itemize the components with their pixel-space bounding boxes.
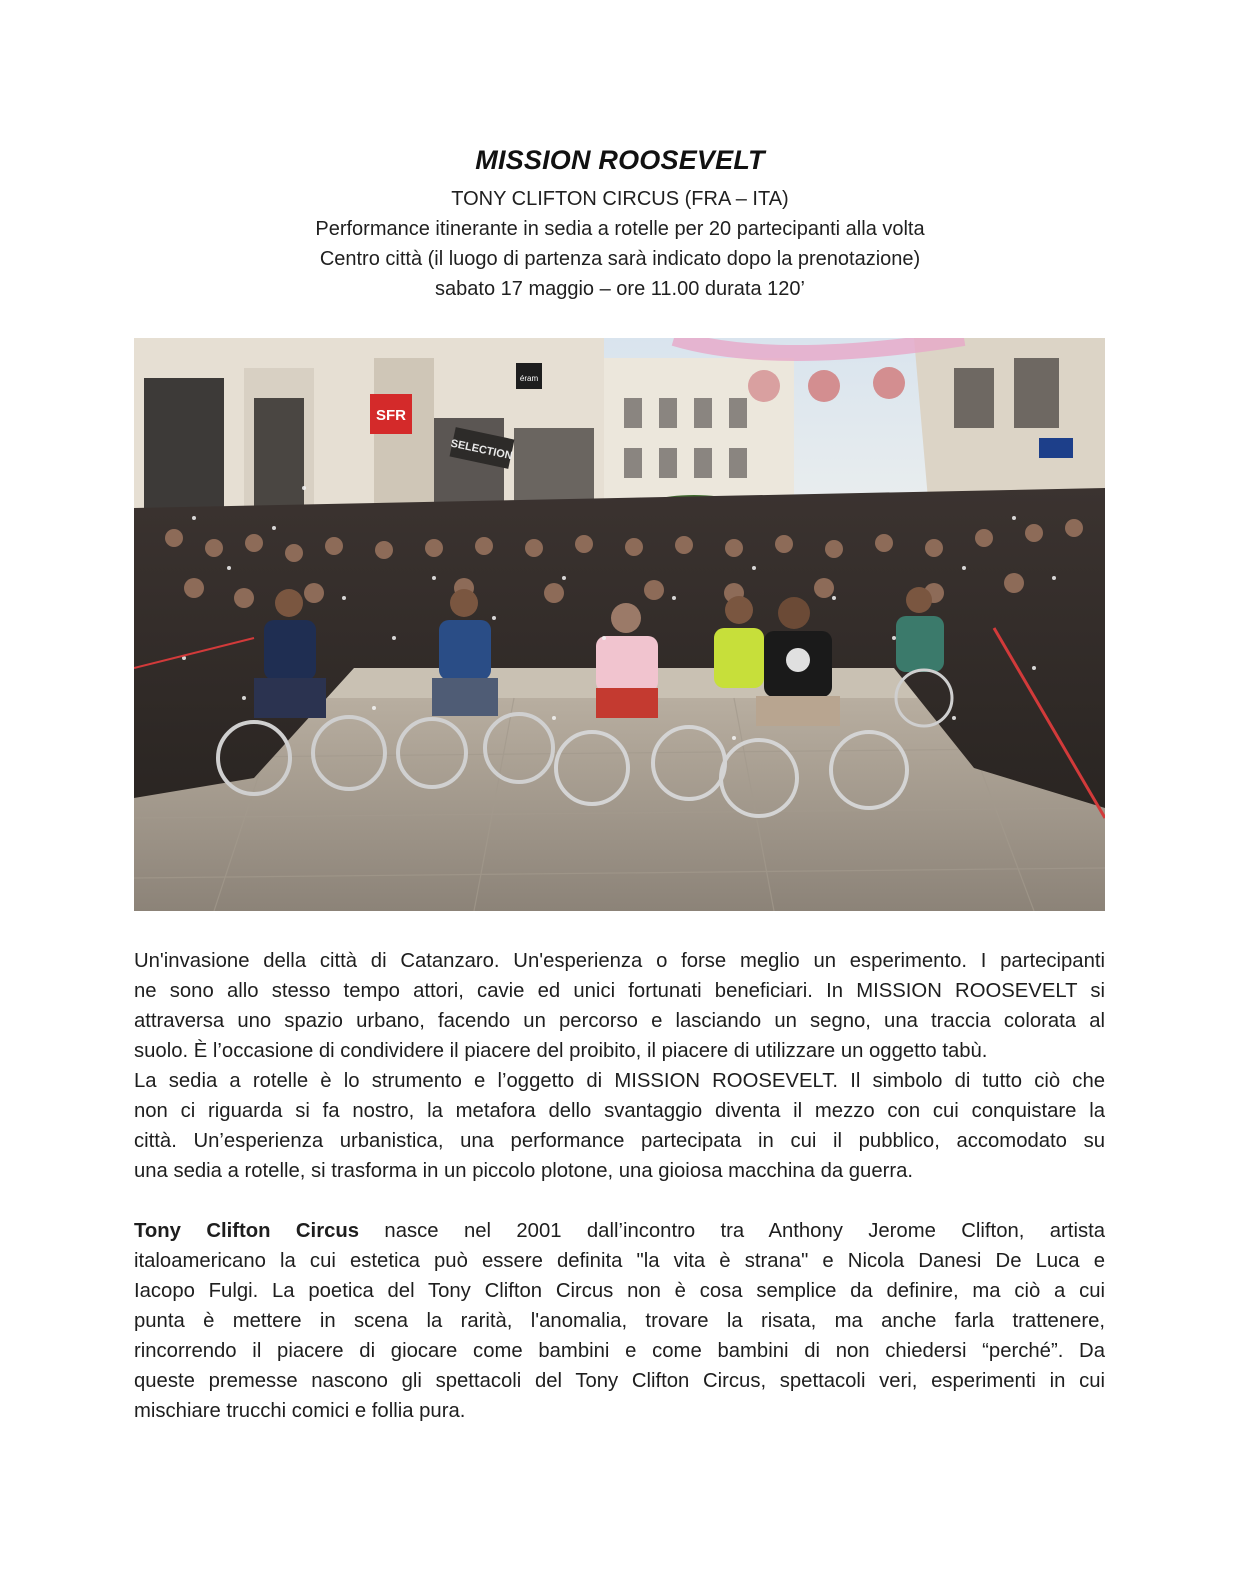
paragraph-line: [134, 1216, 1105, 1246]
paragraph-line: Un'invasione della città di Catanzaro. Un'esperienza o forse meglio un esperimento. I partecipanti: [134, 950, 1105, 972]
paragraph-line: suolo. È l’occasione di condividere il piacere del proibito, il piacere di utilizzare un oggetto tabù.: [134, 1040, 988, 1062]
paragraph-performance: [134, 946, 1105, 1186]
event-title: MISSION ROOSEVELT: [475, 145, 765, 175]
paragraph-line: mischiare trucchi comici e follia pura.: [134, 1400, 466, 1422]
paragraph-line: Iacopo Fulgi. La poetica del Tony Clifton Circus non è cosa semplice da definire, ma ciò a cui: [134, 1280, 1105, 1302]
paragraph-line: città. Un’esperienza urbanistica, una performance partecipata in cui il pubblico, accomodato su: [134, 1130, 1105, 1152]
event-photo: [134, 338, 1105, 911]
paragraph-line: rincorrendo il piacere di giocare come bambini e come bambini di non chiedersi “perché”. Da: [134, 1340, 1105, 1362]
photo-sign-eram: éram: [519, 374, 539, 383]
paragraph-line: non ci riguarda si fa nostro, la metafora dello svantaggio diventa il mezzo con cui conquistare la: [134, 1100, 1105, 1122]
paragraph-line: ne sono allo stesso tempo attori, cavie ed unici fortunati beneficiari. In MISSION ROOSEVELT si: [134, 980, 1105, 1002]
paragraph-line: attraversa uno spazio urbano, facendo un percorso e lasciando un segno, una traccia colorata al: [134, 1010, 1105, 1032]
location-line: Centro città (il luogo di partenza sarà indicato dopo la prenotazione): [319, 248, 921, 270]
paragraph-line: queste premesse nascono gli spettacoli del Tony Clifton Circus, spettacoli veri, esperimenti in cui: [134, 1370, 1105, 1392]
paragraph-company: [134, 1216, 1105, 1426]
description-line: Performance itinerante in sedia a rotelle per 20 partecipanti alla volta: [315, 218, 925, 240]
paragraph-line: La sedia a rotelle è lo strumento e l’oggetto di MISSION ROOSEVELT. Il simbolo di tutto ciò che: [134, 1070, 1105, 1092]
photo-sign-sfr: SFR: [376, 407, 406, 424]
paragraph-line: una sedia a rotelle, si trasforma in un piccolo plotone, una gioiosa macchina da guerra.: [134, 1160, 914, 1182]
paragraph-line: punta è mettere in scena la rarità, l'anomalia, trovare la risata, ma anche farla trattenere,: [134, 1310, 1105, 1332]
paragraph-line-rest: nasce nel 2001 dall’incontro tra Anthony Jerome Clifton, artista: [359, 1220, 1106, 1242]
company-name-bold: Tony Clifton Circus: [134, 1220, 360, 1242]
schedule-line: sabato 17 maggio – ore 11.00 durata 120’: [435, 278, 805, 300]
paragraph-line: italoamericano la cui estetica può essere definita "la vita è strana" e Nicola Danesi De Luca e: [134, 1250, 1105, 1272]
company-line: TONY CLIFTON CIRCUS (FRA – ITA): [451, 188, 789, 210]
photo-sign-selection: SELECTION: [449, 437, 514, 463]
